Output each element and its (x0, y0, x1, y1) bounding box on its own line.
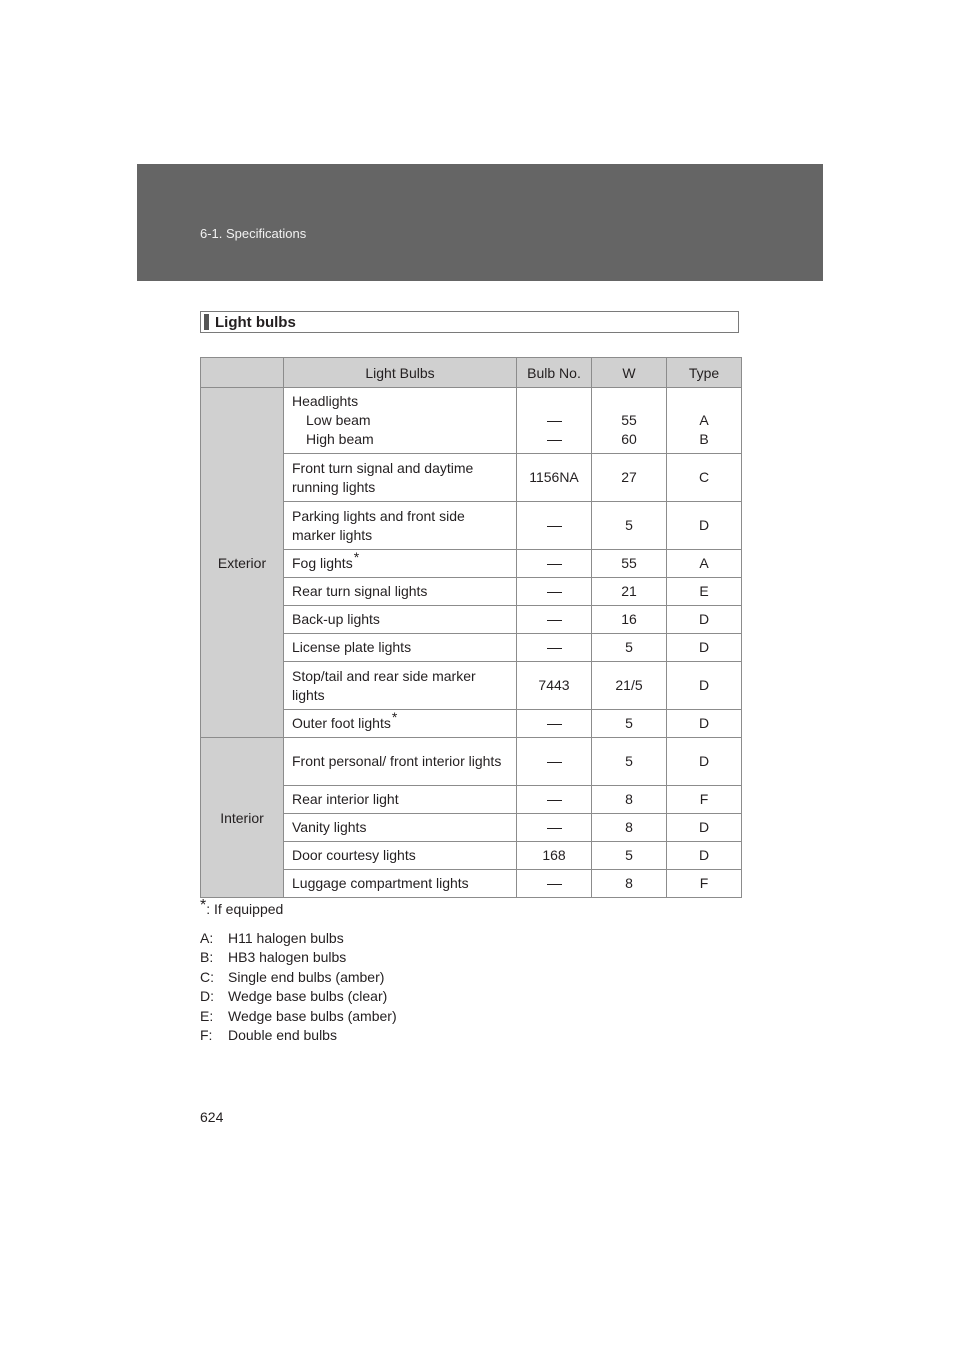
type-cell (667, 814, 742, 842)
type-cell (667, 662, 742, 710)
bulb-cell (517, 634, 592, 662)
cell-value: 8 (625, 819, 633, 835)
legend-key: B: (200, 949, 214, 966)
legend-key: F: (200, 1027, 213, 1044)
bulb-cell (517, 786, 592, 814)
watt-cell (592, 550, 667, 578)
type-cell (667, 870, 742, 898)
bulb-name-cell (284, 578, 517, 606)
bulb-name-cell (284, 634, 517, 662)
bulb-name: Stop/tail and rear side marker lights (292, 667, 476, 703)
cell-value: 21/5 (615, 677, 643, 693)
type-cell (667, 502, 742, 550)
legend-item (200, 968, 397, 987)
cell-value: 5 (625, 517, 633, 533)
bulb-cell (517, 578, 592, 606)
dash-mark (547, 800, 562, 801)
cell-line (592, 411, 666, 430)
watt-cell (592, 454, 667, 502)
legend-item (200, 1026, 397, 1045)
bulb-name: Headlights (292, 393, 359, 409)
dash-mark (547, 828, 562, 829)
cell-value: 168 (542, 847, 566, 863)
header-type: Type (667, 358, 742, 388)
cell-value: 5 (625, 639, 633, 655)
dash-mark (547, 440, 562, 441)
bulb-cell (517, 606, 592, 634)
dash-mark (547, 762, 562, 763)
bulb-cell (517, 814, 592, 842)
legend-text: Wedge base bulbs (clear) (228, 988, 388, 1005)
bulb-sub-name: High beam (306, 431, 374, 447)
watt-cell (592, 388, 667, 454)
type-cell (667, 578, 742, 606)
cell-value: F (699, 875, 709, 891)
dash-mark (547, 564, 562, 565)
cell-value: 5 (625, 753, 633, 769)
legend-key: C: (200, 968, 214, 985)
cell-line (517, 411, 591, 430)
type-legend (200, 929, 397, 1045)
bulb-name: Door courtesy lights (292, 847, 416, 863)
watt-cell (592, 606, 667, 634)
header-blank (201, 358, 284, 388)
cell-value: 7443 (538, 677, 570, 693)
table-header-row (201, 358, 742, 388)
category-cell: Interior (201, 738, 284, 898)
type-cell (667, 550, 742, 578)
bulb-name: Front turn signal and daytime running lights (292, 459, 474, 495)
bulb-name-cell (284, 814, 517, 842)
cell-line (667, 411, 741, 430)
watt-cell (592, 786, 667, 814)
bulb-name: Outer foot lights (292, 715, 391, 731)
legend-text: Single end bulbs (amber) (228, 968, 385, 985)
cell-value: D (698, 847, 710, 863)
watt-cell (592, 578, 667, 606)
header-light-bulbs: Light Bulbs (284, 358, 517, 388)
header-band (137, 164, 823, 281)
type-cell (667, 842, 742, 870)
cell-value: 1156NA (529, 469, 579, 485)
cell-value: 27 (621, 469, 637, 485)
bulb-name-cell (284, 842, 517, 870)
bulb-name: Front personal/ front interior lights (292, 753, 502, 769)
legend-key: A: (200, 930, 214, 946)
section-label: 6-1. Specifications (200, 226, 307, 241)
watt-cell (592, 738, 667, 786)
type-cell (667, 710, 742, 738)
cell-spacer (517, 392, 591, 411)
bulb-cell (517, 842, 592, 870)
table-body (201, 388, 742, 898)
category-cell: Exterior (201, 388, 284, 738)
bulb-name-cell (284, 870, 517, 898)
bulb-name: Rear turn signal lights (292, 583, 428, 599)
type-cell (667, 786, 742, 814)
bulb-name: Vanity lights (292, 819, 367, 835)
bulb-sub-name: Low beam (306, 412, 371, 428)
cell-value: D (698, 715, 710, 731)
cell-line (517, 430, 591, 449)
legend-key: E: (200, 1007, 214, 1024)
type-cell (667, 634, 742, 662)
dash-mark (547, 592, 562, 593)
bulb-name: Fog lights (292, 555, 353, 571)
header-bulb-no: Bulb No. (517, 358, 592, 388)
legend-item (200, 987, 397, 1006)
cell-value: A (699, 555, 709, 571)
watt-cell (592, 502, 667, 550)
bulb-name-cell (284, 502, 517, 550)
watt-cell (592, 634, 667, 662)
cell-line (667, 430, 741, 449)
footnote-star: * (200, 897, 207, 914)
dash-mark (547, 526, 562, 527)
cell-value: 5 (625, 847, 633, 863)
type-cell (667, 454, 742, 502)
legend-key: D: (200, 988, 214, 1005)
legend-item (200, 929, 397, 948)
cell-value: D (698, 611, 710, 627)
cell-line (592, 430, 666, 449)
bulb-cell (517, 738, 592, 786)
bulb-cell (517, 710, 592, 738)
type-cell (667, 388, 742, 454)
cell-value: 16 (621, 611, 637, 627)
bulb-name: License plate lights (292, 639, 412, 655)
bulb-name-cell (284, 710, 517, 738)
cell-value: 8 (625, 791, 633, 807)
dash-mark (547, 884, 562, 885)
watt-cell (592, 814, 667, 842)
if-equipped-star: * (353, 549, 360, 565)
bulb-name: Parking lights and front side marker lights (292, 507, 465, 543)
dash-mark (547, 421, 562, 422)
cell-value: D (698, 819, 710, 835)
bulb-name: Rear interior light (292, 791, 399, 807)
cell-value: C (698, 469, 710, 485)
watt-cell (592, 710, 667, 738)
table-row (201, 388, 742, 454)
bulb-name-cell (284, 550, 517, 578)
section-title: Light bulbs (215, 314, 296, 331)
cell-value: 21 (621, 583, 637, 599)
bulb-name-cell (284, 606, 517, 634)
header-watt: W (592, 358, 667, 388)
cell-value: D (698, 753, 710, 769)
dash-mark (547, 648, 562, 649)
type-cell (667, 606, 742, 634)
table-row (201, 738, 742, 786)
dash-mark (547, 620, 562, 621)
legend-text: HB3 halogen bulbs (228, 949, 347, 966)
cell-value: 8 (625, 875, 633, 891)
footnote-text: : If equipped (206, 901, 284, 917)
bulb-name: Luggage compartment lights (292, 875, 469, 891)
cell-value: 55 (621, 555, 637, 571)
section-title-box (200, 311, 739, 333)
legend-text: H11 halogen bulbs (228, 930, 344, 946)
light-bulbs-table (200, 357, 742, 898)
bulb-cell (517, 870, 592, 898)
legend-text: Wedge base bulbs (amber) (228, 1007, 397, 1024)
cell-value: D (698, 639, 710, 655)
watt-cell (592, 662, 667, 710)
cell-value: E (699, 583, 709, 599)
cell-value: B (699, 431, 709, 447)
footnote (200, 897, 284, 919)
bulb-name-cell (284, 738, 517, 786)
bulb-name-cell (284, 662, 517, 710)
bulb-name-cell (284, 786, 517, 814)
cell-value: 60 (621, 431, 637, 447)
cell-value: F (699, 791, 709, 807)
cell-spacer (592, 392, 666, 411)
watt-cell (592, 870, 667, 898)
legend-item (200, 948, 397, 967)
bulb-cell (517, 388, 592, 454)
legend-item (200, 1007, 397, 1026)
bulb-cell (517, 454, 592, 502)
bulb-name-cell (284, 388, 517, 454)
bulb-name-cell (284, 454, 517, 502)
legend-text: Double end bulbs (228, 1027, 337, 1044)
watt-cell (592, 842, 667, 870)
cell-value: A (699, 412, 709, 428)
title-accent-bar (204, 314, 209, 330)
page-number: 624 (200, 1109, 224, 1125)
dash-mark (547, 724, 562, 725)
if-equipped-star: * (391, 709, 398, 725)
cell-value: D (698, 517, 710, 533)
cell-value: 55 (621, 412, 637, 428)
cell-value: 5 (625, 715, 633, 731)
bulb-cell (517, 662, 592, 710)
bulb-cell (517, 502, 592, 550)
cell-spacer (667, 392, 741, 411)
cell-value: D (698, 677, 710, 693)
bulb-cell (517, 550, 592, 578)
type-cell (667, 738, 742, 786)
bulb-name: Back-up lights (292, 611, 380, 627)
